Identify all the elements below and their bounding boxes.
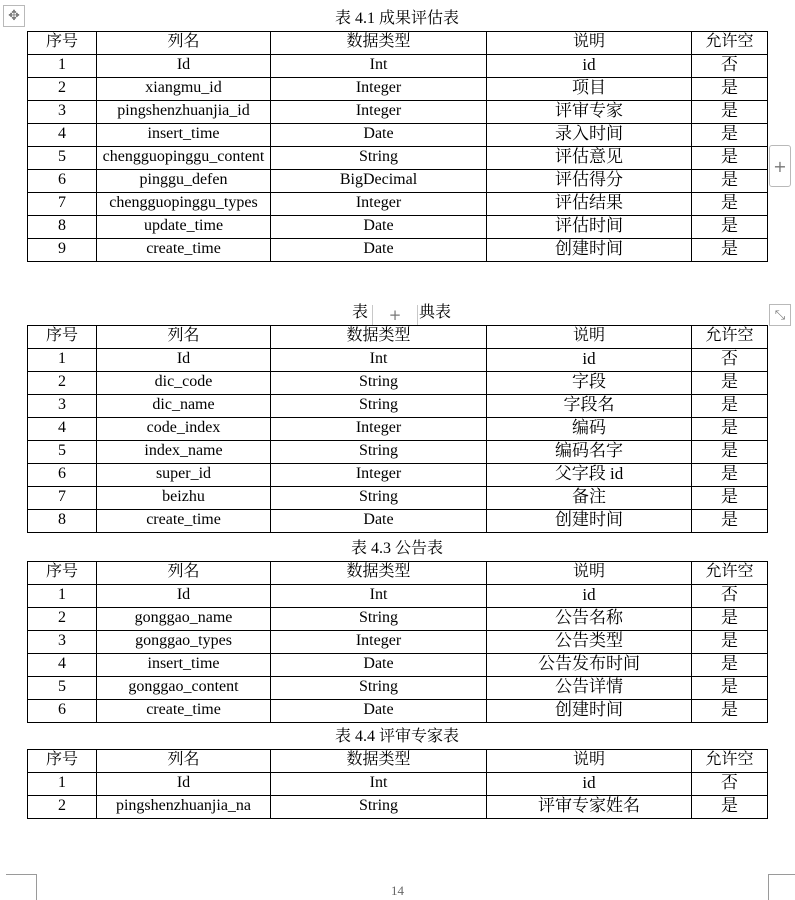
table-cell: update_time — [97, 216, 271, 239]
table3-caption: 表 4.3 公告表 — [350, 540, 443, 557]
table-cell: 2 — [28, 608, 97, 631]
table-cell: Date — [271, 216, 487, 239]
table-cell: Integer — [271, 464, 487, 487]
table-cell: 评估结果 — [487, 193, 692, 216]
table-cell: 4 — [28, 124, 97, 147]
table-cell: 1 — [28, 585, 97, 608]
table-cell: 公告详情 — [487, 677, 692, 700]
table-cell: Int — [271, 349, 487, 372]
table-cell: dic_name — [97, 395, 271, 418]
table-row — [28, 464, 768, 487]
table-row — [28, 372, 768, 395]
table-cell: 是 — [692, 239, 768, 262]
table-row — [28, 193, 768, 216]
table-cell: beizhu — [97, 487, 271, 510]
table-cell: Date — [271, 700, 487, 723]
table-cell: String — [271, 441, 487, 464]
header-cell: 数据类型 — [271, 750, 487, 773]
header-cell: 列名 — [97, 750, 271, 773]
table-cell: 否 — [692, 773, 768, 796]
table-cell: 3 — [28, 631, 97, 654]
table-cell: String — [271, 147, 487, 170]
table-cell: 否 — [692, 55, 768, 78]
table-cell: String — [271, 677, 487, 700]
table-cell: id — [487, 773, 692, 796]
table-row — [28, 101, 768, 124]
table-cell: 父字段 id — [487, 464, 692, 487]
header-cell: 允许空 — [692, 562, 768, 585]
table4 — [27, 749, 768, 819]
table-header-row — [28, 562, 768, 585]
table-cell: Integer — [271, 418, 487, 441]
table-cell: 6 — [28, 700, 97, 723]
table-cell: 3 — [28, 395, 97, 418]
table-cell: 备注 — [487, 487, 692, 510]
table4-body — [28, 773, 768, 819]
table-cell: 是 — [692, 193, 768, 216]
table-cell: 公告发布时间 — [487, 654, 692, 677]
table-row — [28, 78, 768, 101]
table-cell: 是 — [692, 654, 768, 677]
table-cell: 是 — [692, 796, 768, 819]
table-cell: create_time — [97, 239, 271, 262]
table-cell: String — [271, 395, 487, 418]
table-cell: gonggao_name — [97, 608, 271, 631]
table-cell: Date — [271, 239, 487, 262]
table-header-row — [28, 32, 768, 55]
table-cell: Int — [271, 773, 487, 796]
table-cell: Id — [97, 585, 271, 608]
table-cell: id — [487, 585, 692, 608]
table-cell: BigDecimal — [271, 170, 487, 193]
table-cell: 公告名称 — [487, 608, 692, 631]
table2-caption-right: 典表 — [419, 304, 452, 321]
table-cell: 是 — [692, 216, 768, 239]
table-cell: pingshenzhuanjia_id — [97, 101, 271, 124]
table-cell: 项目 — [487, 78, 692, 101]
table-cell: insert_time — [97, 654, 271, 677]
table-cell: 2 — [28, 796, 97, 819]
table-cell: 是 — [692, 372, 768, 395]
header-cell: 允许空 — [692, 32, 768, 55]
header-cell: 说明 — [487, 326, 692, 349]
table-cell: 5 — [28, 441, 97, 464]
table-row — [28, 124, 768, 147]
table-row — [28, 677, 768, 700]
table-row — [28, 773, 768, 796]
table-cell: 1 — [28, 55, 97, 78]
table-cell: code_index — [97, 418, 271, 441]
table-cell: Integer — [271, 101, 487, 124]
table-cell: insert_time — [97, 124, 271, 147]
header-cell: 列名 — [97, 326, 271, 349]
table-row — [28, 510, 768, 533]
table-cell: 是 — [692, 170, 768, 193]
table-cell: 2 — [28, 78, 97, 101]
table-cell: id — [487, 349, 692, 372]
table-cell: 公告类型 — [487, 631, 692, 654]
header-cell: 数据类型 — [271, 32, 487, 55]
header-cell: 序号 — [28, 32, 97, 55]
table-cell: 9 — [28, 239, 97, 262]
table-row — [28, 631, 768, 654]
table-cell: String — [271, 487, 487, 510]
table-cell: 8 — [28, 510, 97, 533]
table-cell: 是 — [692, 700, 768, 723]
table-cell: 评估得分 — [487, 170, 692, 193]
table-cell: chengguopinggu_types — [97, 193, 271, 216]
table-cell: String — [271, 608, 487, 631]
table-cell: 是 — [692, 124, 768, 147]
table4-caption: 表 4.4 评审专家表 — [334, 728, 459, 745]
table-cell: 6 — [28, 170, 97, 193]
table-row — [28, 608, 768, 631]
table1-body — [28, 55, 768, 262]
table-cell: Integer — [271, 78, 487, 101]
table-cell: pingshenzhuanjia_na — [97, 796, 271, 819]
table-cell: 8 — [28, 216, 97, 239]
table-cell: 是 — [692, 101, 768, 124]
table-cell: pinggu_defen — [97, 170, 271, 193]
table-row — [28, 349, 768, 372]
table-cell: Id — [97, 349, 271, 372]
table-cell: 是 — [692, 608, 768, 631]
header-cell: 序号 — [28, 562, 97, 585]
table-cell: 否 — [692, 349, 768, 372]
table-row — [28, 216, 768, 239]
header-cell: 数据类型 — [271, 562, 487, 585]
table-cell: 是 — [692, 395, 768, 418]
table-cell: create_time — [97, 510, 271, 533]
table-cell: 6 — [28, 464, 97, 487]
table-cell: Integer — [271, 631, 487, 654]
table-cell: 是 — [692, 487, 768, 510]
table-cell: 1 — [28, 349, 97, 372]
table-cell: Int — [271, 55, 487, 78]
table-cell: 7 — [28, 193, 97, 216]
table2-body — [28, 349, 768, 533]
table-cell: 4 — [28, 418, 97, 441]
table-cell: Date — [271, 124, 487, 147]
table-row — [28, 170, 768, 193]
table-cell: 创建时间 — [487, 510, 692, 533]
table-cell: 评估时间 — [487, 216, 692, 239]
table-row — [28, 654, 768, 677]
table1-caption: 表 4.1 成果评估表 — [334, 10, 459, 27]
table-cell: Date — [271, 654, 487, 677]
table2 — [27, 325, 768, 533]
add-row-icon[interactable]: + — [769, 145, 791, 187]
table-cell: 是 — [692, 631, 768, 654]
table-cell: 字段 — [487, 372, 692, 395]
table-cell: 5 — [28, 147, 97, 170]
table-row — [28, 585, 768, 608]
header-cell: 序号 — [28, 750, 97, 773]
table-cell: create_time — [97, 700, 271, 723]
table-row — [28, 395, 768, 418]
table-header-row — [28, 750, 768, 773]
table-cell: Id — [97, 773, 271, 796]
table-cell: 是 — [692, 147, 768, 170]
table-move-handle-icon[interactable]: ✥ — [3, 5, 25, 27]
table-row — [28, 55, 768, 78]
table-cell: 编码 — [487, 418, 692, 441]
table-cell: 3 — [28, 101, 97, 124]
table-cell: 评审专家姓名 — [487, 796, 692, 819]
header-cell: 允许空 — [692, 750, 768, 773]
table-row — [28, 487, 768, 510]
table-cell: gonggao_types — [97, 631, 271, 654]
header-cell: 允许空 — [692, 326, 768, 349]
header-cell: 列名 — [97, 562, 271, 585]
table-cell: 是 — [692, 78, 768, 101]
table-cell: id — [487, 55, 692, 78]
table-cell: 评估意见 — [487, 147, 692, 170]
table-cell: 创建时间 — [487, 700, 692, 723]
header-cell: 说明 — [487, 32, 692, 55]
header-cell: 序号 — [28, 326, 97, 349]
table-cell: Integer — [271, 193, 487, 216]
table-cell: 是 — [692, 677, 768, 700]
table-cell: 2 — [28, 372, 97, 395]
insert-icon[interactable]: + — [372, 305, 418, 325]
table-cell: 否 — [692, 585, 768, 608]
table-row — [28, 147, 768, 170]
table-header-row — [28, 326, 768, 349]
table-cell: 创建时间 — [487, 239, 692, 262]
table-resize-icon[interactable]: ⤡ — [769, 304, 791, 326]
table-cell: Int — [271, 585, 487, 608]
table-cell: Date — [271, 510, 487, 533]
table2-caption-left: 表 — [352, 304, 369, 321]
table-cell: 评审专家 — [487, 101, 692, 124]
table-cell: 5 — [28, 677, 97, 700]
table-row — [28, 239, 768, 262]
header-cell: 列名 — [97, 32, 271, 55]
table-cell: 字段名 — [487, 395, 692, 418]
table-cell: gonggao_content — [97, 677, 271, 700]
table1 — [27, 31, 768, 262]
table-row — [28, 796, 768, 819]
table-cell: String — [271, 372, 487, 395]
table-row — [28, 441, 768, 464]
header-cell: 说明 — [487, 562, 692, 585]
page-number: 14 — [391, 883, 404, 898]
table-cell: chengguopinggu_content — [97, 147, 271, 170]
header-cell: 数据类型 — [271, 326, 487, 349]
table-cell: 4 — [28, 654, 97, 677]
table3 — [27, 561, 768, 723]
table-cell: 是 — [692, 418, 768, 441]
table-row — [28, 700, 768, 723]
table-cell: xiangmu_id — [97, 78, 271, 101]
table-cell: 是 — [692, 464, 768, 487]
table-cell: 1 — [28, 773, 97, 796]
header-cell: 说明 — [487, 750, 692, 773]
table-cell: 是 — [692, 510, 768, 533]
table-cell: 编码名字 — [487, 441, 692, 464]
table-row — [28, 418, 768, 441]
table-cell: 7 — [28, 487, 97, 510]
table3-body — [28, 585, 768, 723]
table-cell: dic_code — [97, 372, 271, 395]
table-cell: String — [271, 796, 487, 819]
table-cell: 是 — [692, 441, 768, 464]
table-cell: 录入时间 — [487, 124, 692, 147]
table-cell: Id — [97, 55, 271, 78]
table-cell: index_name — [97, 441, 271, 464]
table-cell: super_id — [97, 464, 271, 487]
